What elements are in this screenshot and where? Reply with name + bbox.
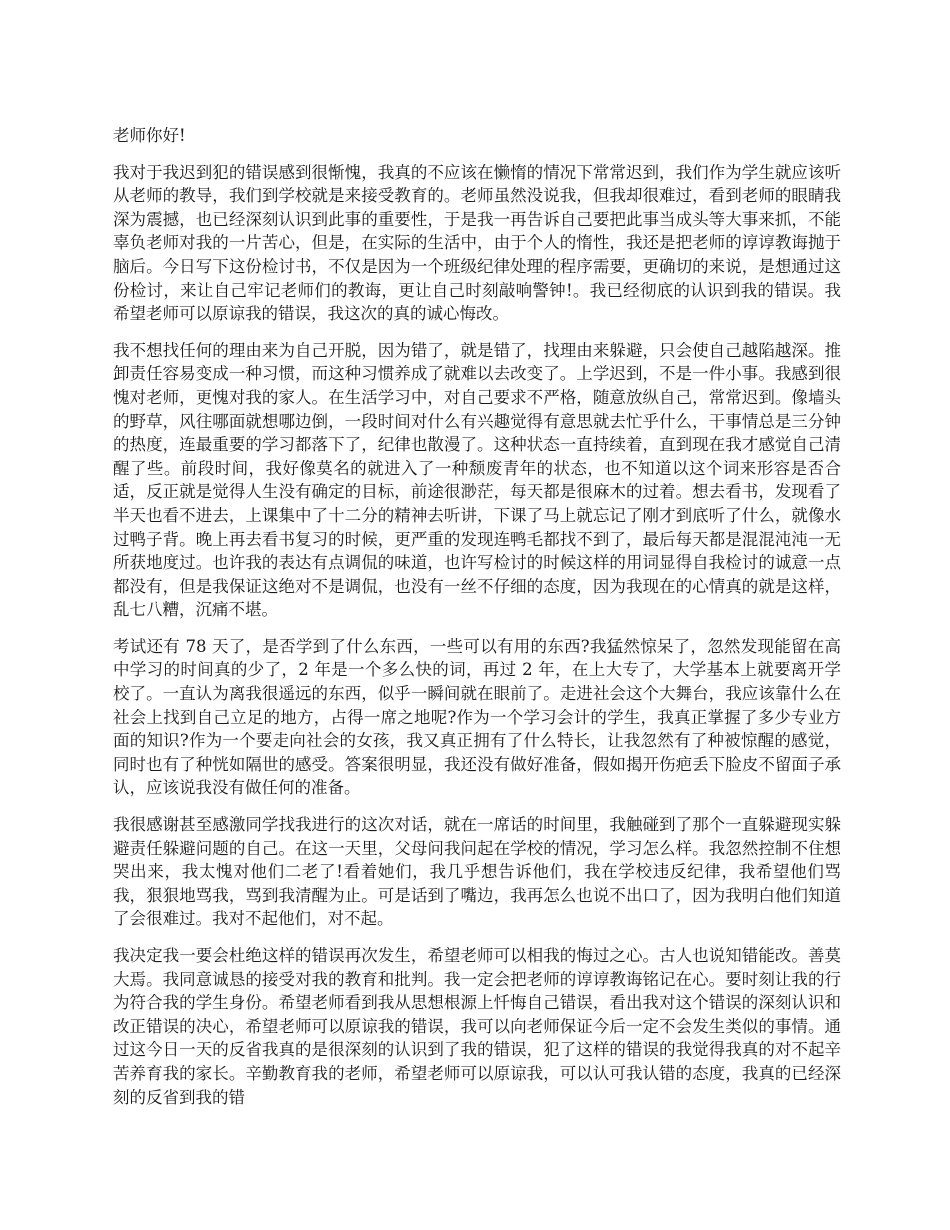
paragraph-1: 我对于我迟到犯的错误感到很惭愧，我真的不应该在懒惰的情况下常常迟到，我们作为学生就应该听从老师的教导，我们到学校就是来接受教育的。老师虽然没说我，但我却很难过，看到老师的眼睛我深为震撼，也已经深刻认识到此事的重要性，于是我一再告诉自己要把此事当成头等大事来抓，不能辜负老师对我的一片苦心，但是，在实际的生活中，由于个人的惰性，我还是把老师的谆谆教诲抛于脑后。今日写下这份检讨书，不仅是因为一个班级纪律处理的程序需要，更确切的来说，是想通过这份检讨，来让自己牢记老师们的教诲，更让自己时刻敲响警钟!。我已经彻底的认识到我的错误。我希望老师可以原谅我的错误，我这次的真的诚心悔改。 [113,162,841,324]
paragraph-3: 考试还有 78 天了，是否学到了什么东西，一些可以有用的东西?我猛然惊呆了，忽然发现能留在高中学习的时间真的少了，2 年是一个多么快的词，再过 2 年，在上大专了，大学基本上就要离开学校了。一直认为离我很遥远的东西，似乎一瞬间就在眼前了。走进社会这个大舞台，我应该靠什么在社会上找到自己立足的地方，占得一席之地呢?作为一个学习会计的学生，我真正掌握了多少专业方面的知识?作为一个要走向社会的女孩，我又真正拥有了什么特长，让我忽然有了种被惊醒的感觉，同时也有了种恍如隔世的感受。答案很明显，我还没有做好准备，假如揭开伤疤丢下脸皮不留面子承认，应该说我没有做任何的准备。 [113,636,841,798]
paragraph-5: 我决定我一要会杜绝这样的错误再次发生，希望老师可以相我的悔过之心。古人也说知错能改。善莫大焉。我同意诚恳的接受对我的教育和批判。我一定会把老师的谆谆教诲铭记在心。要时刻让我的行为符合我的学生身份。希望老师看到我从思想根源上忏悔自己错误，看出我对这个错误的深刻认识和改正错误的决心，希望老师可以原谅我的错误，我可以向老师保证今后一定不会发生类似的事情。通过这今日一天的反省我真的是很深刻的认识到了我的错误，犯了这样的错误的我觉得我真的对不起辛苦养育我的家长。辛勤教育我的老师，希望老师可以原谅我，可以认可我认错的态度，我真的已经深刻的反省到我的错 [113,946,841,1107]
greeting: 老师你好! [113,126,186,145]
paragraph-4: 我很感谢甚至感激同学找我进行的这次对话，就在一席话的时间里，我触碰到了那个一直躲避现实躲避责任躲避问题的自己。在这一天里，父母问我问起在学校的情况，学习怎么样。我忽然控制不住想哭出来，我太愧对他们二老了!看着她们，我几乎想告诉他们，我在学校违反纪律，我希望他们骂我，狠狠地骂我，骂到我清醒为止。可是话到了嘴边，我再怎么也说不出口了，因为我明白他们知道了会很难过。我对不起他们，对不起。 [113,815,841,929]
document-body [113,124,841,1122]
paragraph-2: 我不想找任何的理由来为自己开脱，因为错了，就是错了，找理由来躲避，只会使自己越陷越深。推卸责任容易变成一种习惯，而这种习惯养成了就难以去改变了。上学迟到，不是一件小事。我感到很愧对老师，更愧对我的家人。在生活学习中，对自己要求不严格，随意放纵自己，常常迟到。像墙头的野草，风往哪面就想哪边倒，一段时间对什么有兴趣觉得有意思就去忙乎什么，干事情总是三分钟的热度，连最重要的学习都落下了，纪律也散漫了。这种状态一直持续着，直到现在我才感觉自己清醒了些。前段时间，我好像莫名的就进入了一种颓废青年的状态，也不知道以这个词来形容是否合适，反正就是觉得人生没有确定的目标，前途很渺茫，每天都是很麻木的过着。想去看书，发现看了半天也看不进去，上课集中了十二分的精神去听讲，下课了马上就忘记了刚才到底听了什么，就像水过鸭子背。晚上再去看书复习的时候，更严重的发现连鸭毛都找不到了，最后每天都是混混沌沌一无所获地度过。也许我的表达有点调侃的味道，也许写检讨的时候这样的用词显得自我检讨的诚意一点都没有，但是我保证这绝对不是调侃，也没有一丝不仔细的态度，因为我现在的心情真的就是这样，乱七八糟，沉痛不堪。 [113,340,841,620]
